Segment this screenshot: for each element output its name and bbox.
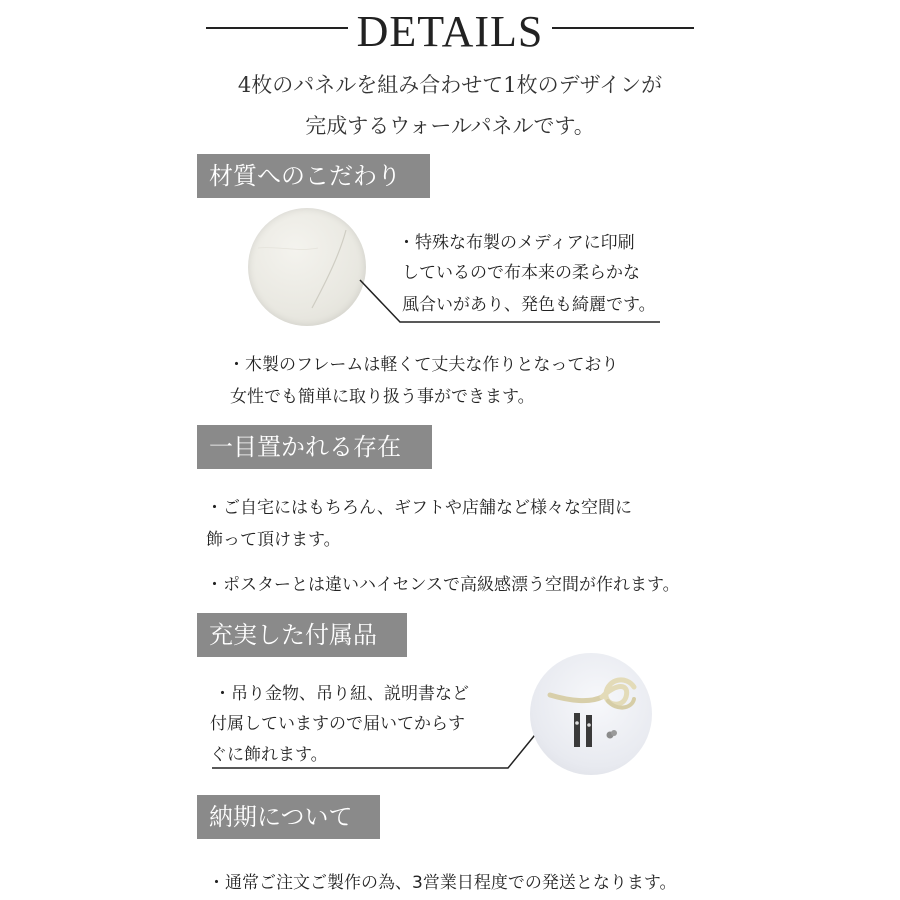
accessories-text-2: 付属していますので届いてからす: [210, 714, 465, 734]
material-text-2: しているので布本来の柔らかな: [402, 263, 640, 283]
presence-text-3: ・ポスターとは違いハイセンスで高級感漂う空間が作れます。: [206, 575, 680, 595]
section-heading-material: 材質へのこだわり: [197, 154, 430, 198]
fabric-seam-icon: [248, 208, 366, 326]
material-text-3: 風合いがあり、発色も綺麗です。: [402, 295, 656, 315]
section-heading-accessories: 充実した付属品: [197, 613, 407, 657]
presence-text-2: 飾って頂けます。: [206, 530, 341, 550]
callout-line-accessories: [210, 700, 560, 780]
accessories-text-1: ・吊り金物、吊り紐、説明書など: [214, 684, 469, 704]
material-text-1: ・特殊な布製のメディアに印刷: [398, 233, 635, 253]
accessories-image: [530, 653, 652, 775]
presence-text-1: ・ご自宅にはもちろん、ギフトや店舗など様々な空間に: [206, 498, 633, 518]
title-rule-left: [206, 27, 348, 29]
section-heading-delivery: 納期について: [197, 795, 380, 839]
intro-line-1: 4枚のパネルを組み合わせて1枚のデザインが: [237, 73, 663, 97]
frame-text-1: ・木製のフレームは軽くて丈夫な作りとなっており: [228, 355, 619, 375]
cord-and-hook-icon: [530, 653, 652, 775]
intro-line-2: 完成するウォールパネルです。: [305, 114, 595, 138]
section-heading-presence: 一目置かれる存在: [197, 425, 432, 469]
fabric-sample-image: [248, 208, 366, 326]
page-title: DETAILS: [356, 7, 544, 56]
delivery-text: ・通常ご注文ご製作の為、3営業日程度での発送となります。: [208, 873, 677, 893]
accessories-text-3: ぐに飾れます。: [210, 745, 328, 765]
frame-text-2: 女性でも簡単に取り扱う事ができます。: [230, 387, 535, 407]
title-rule-right: [552, 27, 694, 29]
